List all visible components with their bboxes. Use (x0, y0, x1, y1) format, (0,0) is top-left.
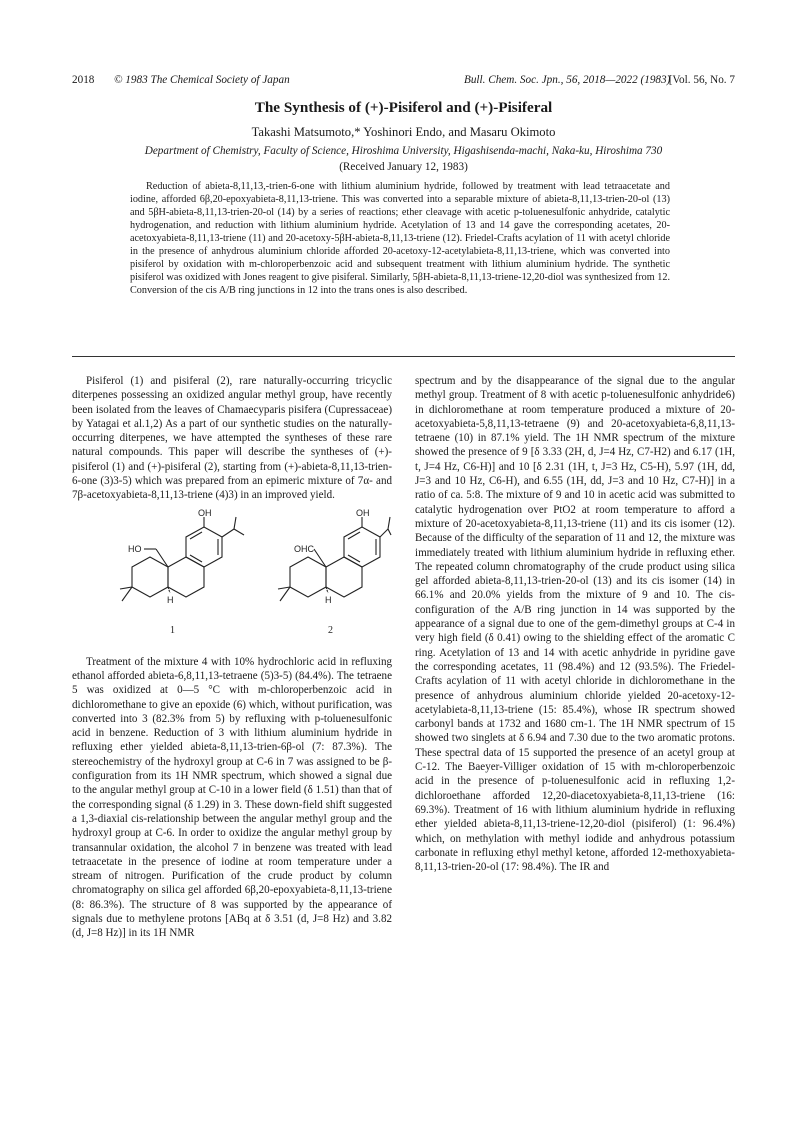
journal-citation: Bull. Chem. Soc. Jpn., 56, 2018—2022 (1983) (464, 74, 671, 86)
received-date: (Received January 12, 1983) (339, 161, 468, 173)
structure-2-skeleton (278, 517, 391, 601)
left-column (72, 374, 392, 941)
author-list: Takashi Matsumoto,* Yoshinori Endo, and Masaru Okimoto (251, 125, 556, 139)
structure-1-oh-label: OH (198, 508, 212, 518)
structure-1-number: 1 (170, 624, 175, 636)
right-column (415, 374, 735, 874)
structure-1-h-label: H (167, 594, 174, 605)
structure-2-number: 2 (328, 624, 333, 636)
page-number: 2018 (72, 74, 95, 86)
copyright-line: © 1983 The Chemical Society of Japan (114, 74, 290, 86)
structure-1-ho-label: HO (128, 543, 142, 554)
article-title: The Synthesis of (+)-Pisiferol and (+)-Pisiferal (254, 99, 553, 116)
affiliation: Department of Chemistry, Faculty of Science, Hiroshima University, Higashisenda-machi, Naka-ku, Hiroshima 730 (144, 145, 663, 157)
body-paragraph-2: Treatment of the mixture 4 with 10% hydrochloric acid in refluxing ethanol afforded abieta-6,8,11,13-tetraene (5)3-5) (84.4%). The tetraene 5 was oxidized at 0—5 °C with m-chloroperbenzoic acid in dichloromethane to give an epoxide (6) which, without purification, was converted into 3 (82.3% from 5) by refluxing with p-toluenesulfonic acid in benzene. Reduction of 3 with lithium aluminium hydride in refluxing ether yielded abieta-8,11,13-trien-6β-ol (7: 87.3%). The stereochemistry of the hydroxyl group at C-6 in 7 was assigned to be β-configuration from its 1H NMR spectrum, which showed a signal due to the angular methyl group at C-10 in a lower field (δ 1.51) than that of the corresponding signal (δ 1.29) in 3. These down-field shift suggested a 1,3-diaxial cis-relationship between the angular methyl group and the hydroxyl group at C-6. In order to oxidize the angular methyl group by transannular oxidation, the alcohol 7 in benzene was treated with lead tetraacetate in the presence of iodine at room temperature under a stream of nitrogen. Purification of the crude product by column chromatography on silica gel afforded 6β,20-epoxyabieta-8,11,13-triene (8: 86.3%). The structure of 8 was supported by the appearance of signals due to methylene protons [ABq at δ 3.51 (d, J=8 Hz) and 3.82 (d, J=8 Hz)] in its 1H NMR (72, 655, 392, 940)
body-paragraph-3: spectrum and by the disappearance of the signal due to the angular methyl group. Treatment of 8 with acetic p-toluenesulfonic anhydride6) in dichloromethane at room temperature produced a mixture of 20-acetoxyabieta-5,8,11,13-tetraene (9) and 20-acetoxyabieta-6,8,11,13-tetraene (10) in 87.1% yield. The 1H NMR spectrum of the mixture showed the presence of 9 [δ 3.33 (2H, d, J=4 Hz, C7-H2) and 6.17 (1H, t, J=4 Hz, C6-H)] and 10 [δ 2.31 (1H, t, J=3 Hz, C5-H), 5.97 (1H, dd, J=3 and 10 Hz, C6-H), and 6.55 (1H, dd, J=3 and 10 Hz, C7-H)] in a ratio of ca. 5:8. The mixture of 9 and 10 in acetic acid was submitted to catalytic hydrogenation over PtO2 at room temperature to afford a mixture of 20-acetoxyabieta-8,11,13-triene (11) and its cis isomer (12). Because of the difficulty of the separation of 11 and 12, the mixture was immediately treated with lithium aluminium hydride in refluxing ether. The repeated column chromatography of the crude product using silica gel afforded abieta-8,11,13-trien-20-ol (13) and its cis isomer (14) in 66.1% and 20.0% yields from the mixture of 9 and 10. The cis-configuration of the A/B ring junction in 14 was supported by the appearance of a signal due to one of the gem-dimethyl groups at C-4 in very high field (δ 0.41) owing to the shielding effect of the aromatic C ring. Acetylation of 13 and 14 with acetic anhydride in pyridine gave the corresponding acetates, 11 (98.4%) and 12 (93.5%). The Friedel-Crafts acylation of 11 with acetyl chloride in dichloromethane in the presence of anhydrous aluminium chloride yielded 20-acetoxy-12-acetylabieta-8,11,13-triene (15: 85.4%), whose IR spectrum showed carbonyl bands at 1732 and 1680 cm-1. The 1H NMR spectrum of 15 showed two singlets at δ 6.94 and 7.30 due to the two aromatic protons. These spectral data of 15 supported the presence of an acetyl group at C-12. The Baeyer-Villiger oxidation of 15 with m-chloroperbenzoic acid in the presence of p-toluenesulfonic acid in refluxing 1,2-dichloroethane afforded 12,20-diacetoxyabieta-8,11,13-triene (16: 69.3%). Treatment of 16 with lithium aluminium hydride in refluxing ether yielded abieta-8,11,13-triene-12,20-diol (pisiferol) (1: 96.4%) which, on methylation with methyl iodide and anhydrous potassium carbonate in refluxing ethyl methyl ketone, afforded 12-methoxyabieta-8,11,13-trien-20-ol (17: 98.4%). The IR and (415, 375, 735, 874)
volume-info: [Vol. 56, No. 7 (668, 74, 735, 86)
structure-2-ohc-label: OHC (294, 543, 314, 554)
structure-1-skeleton (120, 517, 244, 601)
section-divider (72, 356, 735, 357)
structure-2-h-label: H (325, 594, 332, 605)
structures-drawing (72, 509, 392, 645)
structure-2-oh-label: OH (356, 508, 370, 518)
structure-figure (72, 509, 392, 645)
intro-paragraph: Pisiferol (1) and pisiferal (2), rare naturally-occurring tricyclic diterpenes possessing an oxidized angular methyl group, have recently been isolated from the leaves of Chamaecyparis pisifera (Cupressaceae) by Yatagai et al.1,2) As a part of our synthetic studies on the naturally-occurring diterpenes, we have attempted the syntheses of these rare natural compounds. This paper will describe the syntheses of (+)-pisiferol (1) and (+)-pisiferal (2), starting from (+)-abieta-8,11,13-trien-6-one (3)3-5) which was prepared from an epimeric mixture of 7α- and 7β-acetoxyabieta-8,11,13-triene (4)3) in an improved yield. (72, 375, 392, 502)
abstract: Reduction of abieta-8,11,13,-trien-6-one with lithium aluminium hydride, followed by treatment with lead tetraacetate and iodine, afforded 6β,20-epoxyabieta-8,11,13-triene. This was converted into a separable mixture of abieta-8,11,13-trien-20-ol (13) and 5βH-abieta-8,11,13-trien-20-ol (14) by a series of reactions; ether cleavage with acetic p-toluenesulfonic anhydride, catalytic hydrogenation, and reduction with lithium aluminium hydride. Acetylation of 13 and 14 gave the corresponding acetates, 20-acetoxyabieta-8,11,13-triene (11) and 20-acetoxy-5βH-abieta-8,11,13-triene (12). Friedel-Crafts acylation of 11 with acetyl chloride in the presence of anhydrous aluminium chloride afforded 20-acetoxy-12-acetylabieta-8,11,13-triene, which was converted into pisiferol by oxidation with m-chloroperbenzoic acid and subsequent treatment with lithium aluminium hydride. The synthetic pisiferol was oxidized with Jones reagent to give pisiferal. Similarly, 5βH-abieta-8,11,13-triene-12,20-diol was synthesized from 12. Conversion of the cis A/B ring junctions in 12 into the trans ones is also described. (130, 181, 670, 296)
running-header (72, 72, 735, 88)
